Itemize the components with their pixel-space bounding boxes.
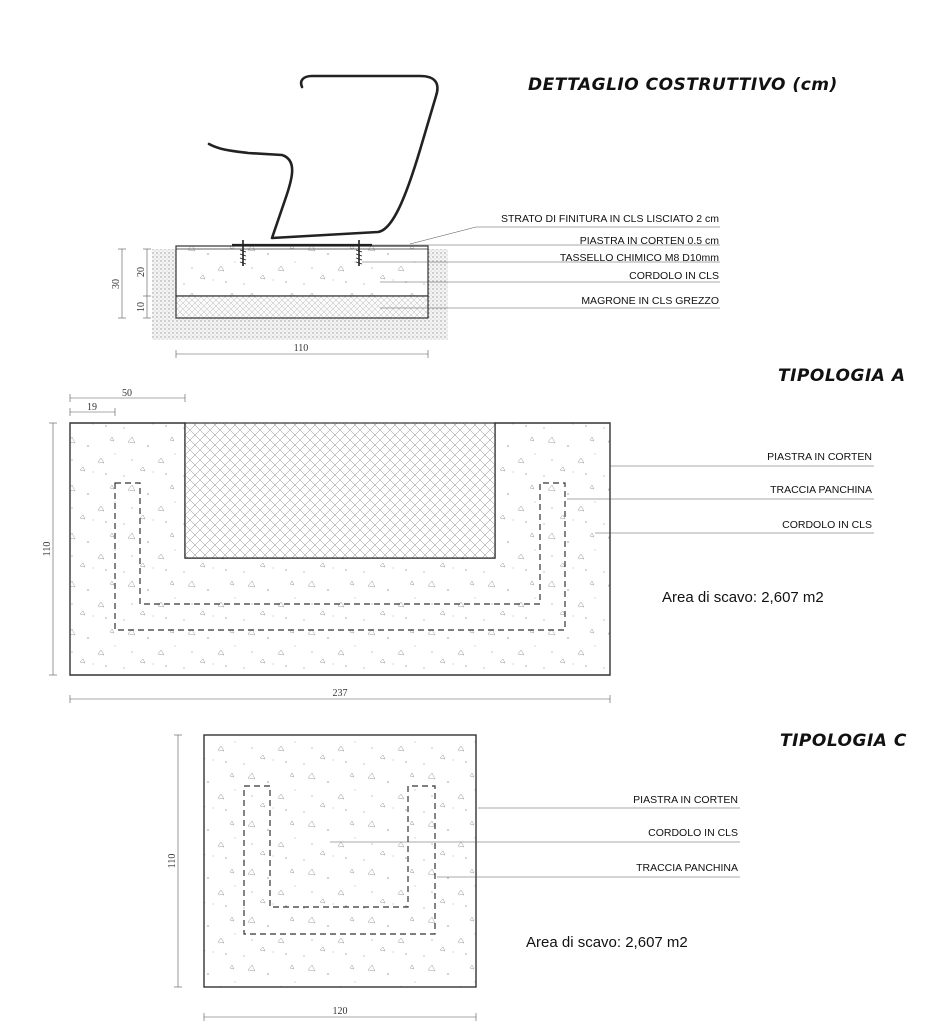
tipologia-a-hatch-area [185,423,495,558]
tipologia-a-label-cordolo: CORDOLO IN CLS [782,519,872,531]
tipologia-c-outline [204,735,476,987]
tipologia-a-dim-height: 110 [42,541,53,557]
tipologia-c-area: Area di scavo: 2,607 m2 [526,934,688,951]
tipologia-a-label-piastra: PIASTRA IN CORTEN [767,451,872,463]
dim-cordolo-height: 20 [136,267,147,277]
tipologia-c-dim-height: 110 [167,853,178,869]
tipologia-a-area: Area di scavo: 2,607 m2 [662,589,824,606]
tipologia-a-plan [42,366,906,703]
dim-total-height: 30 [111,279,122,289]
dim-width: 110 [293,343,309,354]
cordolo-block [176,246,428,296]
tipologia-c-label-piastra: PIASTRA IN CORTEN [633,794,738,806]
tipologia-a-dim-50: 50 [122,388,132,399]
dim-magrone-height: 10 [136,302,147,312]
tipologia-c-plan [167,731,907,1021]
magrone-block [176,296,428,318]
label-magrone: MAGRONE IN CLS GREZZO [581,295,719,307]
label-piastra-corten: PIASTRA IN CORTEN 0.5 cm [579,235,719,247]
construction-detail-section [111,75,838,358]
tipologia-a-dim-width: 237 [332,688,348,699]
detail-title: DETTAGLIO COSTRUTTIVO (cm) [528,75,838,95]
tipologia-c-label-traccia: TRACCIA PANCHINA [636,862,738,874]
label-cordolo: CORDOLO IN CLS [629,270,719,282]
tipologia-c-dim-width: 120 [332,1006,348,1017]
tipologia-c-label-cordolo: CORDOLO IN CLS [648,827,738,839]
label-strato-finitura: STRATO DI FINITURA IN CLS LISCIATO 2 cm [500,213,719,225]
tipologia-a-dim-19: 19 [87,402,97,413]
bench-profile [209,76,437,238]
tipologia-c-title: TIPOLOGIA C [780,731,907,751]
label-tassello: TASSELLO CHIMICO M8 D10mm [559,252,719,264]
tipologia-a-title: TIPOLOGIA A [778,366,906,386]
tipologia-a-label-traccia: TRACCIA PANCHINA [770,484,872,496]
